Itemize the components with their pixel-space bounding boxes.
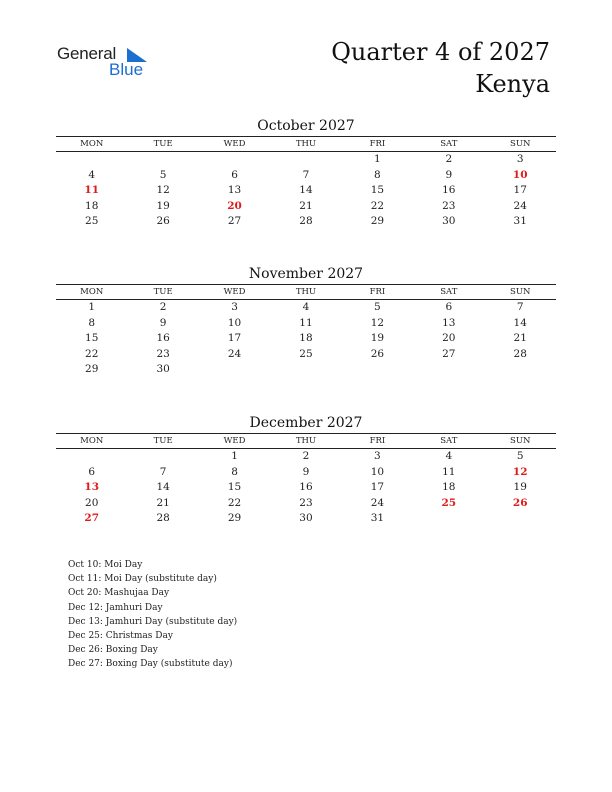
day-cell	[56, 449, 127, 465]
day-cell: 31	[513, 215, 527, 228]
weekday-header	[56, 136, 556, 152]
holiday-item: Dec 26: Boxing Day	[68, 645, 158, 656]
holiday-day-cell: 12	[512, 465, 528, 478]
month-grid	[56, 449, 556, 527]
day-cell	[127, 152, 198, 168]
day-cell: 2	[302, 450, 310, 462]
day-cell: 7	[159, 465, 167, 478]
month-grid	[56, 152, 556, 230]
day-cell: 4	[88, 168, 96, 181]
day-cell: 13	[442, 316, 456, 329]
day-cell: 6	[231, 168, 238, 181]
weekday-label: FRI	[369, 139, 386, 149]
day-cell: 14	[299, 184, 313, 197]
day-cell: 16	[156, 332, 170, 345]
weekday-label: TUE	[153, 287, 173, 297]
weekday-label: MON	[80, 436, 104, 446]
day-cell: 29	[370, 215, 385, 228]
day-cell: 26	[156, 215, 170, 228]
day-cell: 28	[156, 512, 170, 525]
day-cell: 12	[370, 316, 385, 329]
day-cell: 2	[159, 301, 167, 313]
day-cell: 18	[299, 332, 313, 345]
day-cell	[199, 152, 270, 168]
day-cell: 8	[374, 168, 381, 181]
weekday-label: SUN	[510, 139, 531, 149]
day-cell: 10	[370, 465, 385, 478]
day-cell: 22	[370, 199, 385, 212]
day-cell: 15	[85, 332, 99, 345]
day-cell: 6	[445, 301, 453, 313]
day-cell: 27	[227, 215, 242, 228]
weekday-label: MON	[80, 287, 104, 297]
holiday-item: Oct 10: Moi Day	[68, 560, 143, 570]
day-cell: 29	[227, 512, 242, 525]
day-cell: 6	[88, 465, 96, 478]
day-cell: 5	[159, 168, 167, 181]
day-cell: 4	[445, 450, 453, 462]
day-cell: 8	[231, 465, 238, 478]
day-cell: 3	[516, 153, 524, 165]
week-row	[56, 199, 556, 215]
day-cell: 15	[227, 481, 242, 494]
day-cell: 13	[227, 184, 242, 197]
holiday-day-cell: 13	[84, 481, 100, 494]
weekday-label: TUE	[153, 436, 173, 446]
day-cell: 23	[442, 199, 456, 212]
weekday-header	[56, 433, 556, 449]
day-cell: 28	[513, 347, 527, 360]
day-cell: 7	[302, 168, 310, 181]
holiday-day-cell: 11	[84, 184, 100, 197]
holiday-day-cell: 25	[441, 496, 457, 509]
day-cell: 16	[299, 481, 313, 494]
day-cell: 9	[445, 168, 453, 181]
title-quarter: Quarter 4 of 2027	[331, 38, 550, 66]
day-cell: 25	[299, 347, 313, 360]
day-cell: 23	[156, 347, 170, 360]
day-cell: 17	[227, 332, 242, 345]
day-cell	[127, 449, 198, 465]
day-cell: 9	[302, 465, 310, 478]
day-cell: 7	[516, 301, 524, 313]
weekday-label: WED	[223, 436, 246, 446]
day-cell: 30	[442, 215, 456, 228]
weekday-label: SAT	[440, 139, 458, 149]
day-cell	[413, 511, 484, 527]
day-cell: 1	[88, 301, 96, 313]
weekday-label: TUE	[153, 139, 173, 149]
day-cell: 11	[442, 465, 456, 478]
day-cell: 30	[299, 512, 313, 525]
weekday-label: FRI	[369, 287, 386, 297]
week-row	[56, 152, 556, 168]
day-cell: 27	[442, 347, 456, 360]
weekday-label: FRI	[369, 436, 386, 446]
weekday-label: WED	[223, 139, 246, 149]
month-december	[56, 413, 556, 527]
holiday-day-cell: 10	[512, 168, 528, 181]
day-cell: 11	[299, 316, 313, 329]
month-title: December 2027	[249, 415, 363, 431]
day-cell	[485, 362, 556, 378]
day-cell: 31	[370, 512, 385, 525]
day-cell: 10	[227, 316, 242, 329]
week-row	[56, 316, 556, 332]
holiday-list	[68, 558, 237, 672]
week-row	[56, 214, 556, 230]
weekday-label: WED	[223, 287, 246, 297]
day-cell: 19	[156, 199, 170, 212]
day-cell: 17	[370, 481, 385, 494]
day-cell: 5	[516, 450, 524, 462]
day-cell	[413, 362, 484, 378]
day-cell: 30	[156, 363, 170, 376]
day-cell: 26	[370, 347, 385, 360]
day-cell: 22	[227, 496, 242, 509]
day-cell: 3	[231, 301, 238, 313]
page-title	[331, 36, 550, 100]
day-cell: 24	[513, 199, 527, 212]
month-november	[56, 264, 556, 378]
weekday-header	[56, 284, 556, 300]
day-cell: 18	[85, 199, 99, 212]
day-cell: 12	[156, 184, 170, 197]
month-october	[56, 116, 556, 230]
day-cell: 21	[513, 332, 527, 345]
logo-text-general: General	[57, 44, 117, 63]
day-cell: 1	[374, 153, 381, 165]
day-cell	[485, 511, 556, 527]
month-grid	[56, 300, 556, 378]
week-row	[56, 347, 556, 363]
week-row	[56, 449, 556, 465]
day-cell: 14	[513, 316, 527, 329]
day-cell: 20	[85, 496, 99, 509]
day-cell: 18	[442, 481, 456, 494]
holiday-item: Oct 11: Moi Day (substitute day)	[68, 574, 217, 585]
day-cell: 24	[370, 496, 385, 509]
day-cell: 29	[85, 363, 99, 376]
week-row	[56, 362, 556, 378]
holiday-item: Dec 12: Jamhuri Day	[68, 602, 163, 613]
day-cell: 28	[299, 215, 313, 228]
holiday-day-cell: 27	[84, 512, 100, 525]
week-row	[56, 465, 556, 481]
weekday-label: THU	[295, 287, 317, 297]
holiday-item: Dec 27: Boxing Day (substitute day)	[68, 659, 233, 670]
day-cell: 9	[159, 316, 167, 329]
day-cell: 24	[227, 347, 242, 360]
holiday-item: Oct 20: Mashujaa Day	[68, 588, 170, 599]
title-country: Kenya	[475, 70, 550, 98]
day-cell: 25	[85, 215, 99, 228]
day-cell: 17	[513, 184, 527, 197]
weekday-label: THU	[295, 139, 317, 149]
week-row	[56, 168, 556, 184]
day-cell: 20	[442, 332, 456, 345]
day-cell	[270, 362, 341, 378]
day-cell: 2	[445, 153, 453, 165]
week-row	[56, 511, 556, 527]
month-title: October 2027	[257, 118, 355, 134]
day-cell: 4	[302, 301, 310, 313]
day-cell: 19	[513, 481, 527, 494]
day-cell: 22	[85, 347, 99, 360]
day-cell: 1	[231, 450, 238, 462]
weekday-label: SAT	[440, 436, 458, 446]
day-cell: 15	[370, 184, 385, 197]
week-row	[56, 300, 556, 316]
day-cell: 16	[442, 184, 456, 197]
day-cell: 23	[299, 496, 313, 509]
day-cell	[270, 152, 341, 168]
day-cell: 3	[374, 450, 381, 462]
holiday-day-cell: 20	[227, 199, 242, 212]
holiday-item: Dec 13: Jamhuri Day (substitute day)	[68, 616, 238, 627]
day-cell	[342, 362, 413, 378]
holiday-item: Dec 25: Christmas Day	[68, 631, 173, 642]
day-cell: 5	[374, 301, 381, 313]
week-row	[56, 331, 556, 347]
week-row	[56, 496, 556, 512]
logo	[57, 44, 144, 79]
weekday-label: SUN	[510, 287, 531, 297]
weekday-label: THU	[295, 436, 317, 446]
weekday-label: MON	[80, 139, 104, 149]
day-cell: 21	[299, 199, 313, 212]
month-title: November 2027	[248, 266, 364, 282]
day-cell: 21	[156, 496, 170, 509]
day-cell	[199, 362, 270, 378]
week-row	[56, 480, 556, 496]
holiday-day-cell: 26	[512, 496, 528, 509]
day-cell: 14	[156, 481, 170, 494]
day-cell: 8	[88, 316, 96, 329]
weekday-label: SAT	[440, 287, 458, 297]
weekday-label: SUN	[510, 436, 531, 446]
day-cell	[56, 152, 127, 168]
day-cell: 19	[370, 332, 385, 345]
week-row	[56, 183, 556, 199]
logo-text-blue: Blue	[109, 60, 144, 79]
